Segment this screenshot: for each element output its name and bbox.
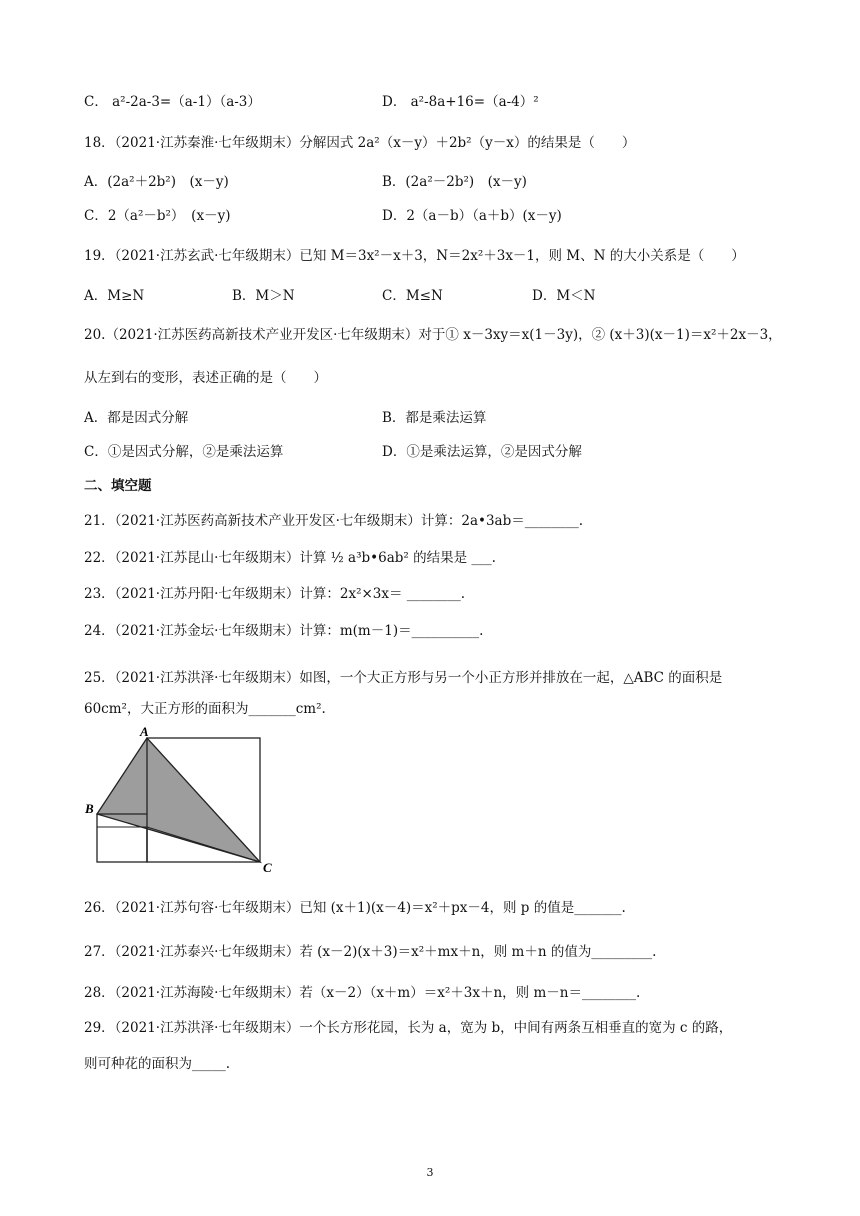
q27: 27．（2021·江苏泰兴·七年级期末）若 (x－2)(x＋3)＝x²＋mx＋n，则 m＋n 的值为_________. [84,944,657,960]
q29-stem-cont: 则可种花的面积为_____. [84,1056,231,1072]
q18-option-d: D．2（a－b）（a＋b）(x－y) [382,208,562,224]
q20-option-d: D．①是乘法运算，②是因式分解 [382,444,582,460]
q20-option-c: C．①是因式分解，②是乘法运算 [84,444,284,460]
q29-stem: 29．（2021·江苏洪泽·七年级期末）一个长方形花园，长为 a，宽为 b，中间有两条互相垂直的宽为 c 的路， [84,1020,733,1036]
q25-stem: 25．（2021·江苏洪泽·七年级期末）如图，一个大正方形与另一个小正方形并排放在一起，△ABC 的面积是 [84,670,723,686]
q17-option-d: D． a²-8a+16=（a-4）² [382,94,539,110]
q19-option-c: C．M≤N [382,288,443,304]
q19-option-a: A．M≥N [84,288,145,304]
q18-option-c: C．2（a²－b²） (x－y) [84,208,231,224]
squares-triangle-figure [80,724,280,876]
section-heading: 二、填空题 [84,478,152,494]
q24: 24．（2021·江苏金坛·七年级期末）计算：m(m－1)＝__________. [84,623,484,639]
q28: 28．（2021·江苏海陵·七年级期末）若（x－2）（x＋m）＝x²＋3x＋n，则 m－n＝________. [84,985,641,1001]
q18-stem: 18．（2021·江苏秦淮·七年级期末）分解因式 2a²（x－y）＋2b²（y－x）的结果是（ ） [84,135,636,151]
q18-option-b: B．(2a²－2b²) (x－y) [382,174,527,190]
label-b: B [85,801,94,816]
q20-stem: 20.（2021·江苏医药高新技术产业开发区·七年级期末）对于① x－3xy＝x(1－3y)，② (x＋3)(x－1)＝x²＋2x－3， [84,327,782,343]
q20-option-b: B．都是乘法运算 [382,410,487,426]
q18-option-a: A．(2a²＋2b²) (x－y) [84,174,229,190]
q20-stem-cont: 从左到右的变形，表述正确的是（ ） [84,370,327,386]
label-a: A [140,724,149,739]
q19-option-d: D．M＜N [532,288,596,304]
q26: 26．（2021·江苏句容·七年级期末）已知 (x＋1)(x－4)＝x²＋px－4，则 p 的值是_______. [84,900,626,916]
triangle-abc [97,738,260,862]
q22: 22．（2021·江苏昆山·七年级期末）计算 ½ a³b•6ab² 的结果是 ___. [84,550,496,566]
q20-option-a: A．都是因式分解 [84,410,189,426]
q17-option-c: C． a²-2a-3=（a-1）（a-3） [84,94,261,110]
q19-option-b: B．M＞N [232,288,295,304]
q25-stem-cont: 60cm²，大正方形的面积为_______cm². [84,701,326,717]
q23: 23．（2021·江苏丹阳·七年级期末）计算：2x²×3x＝ ________. [84,586,466,602]
q19-stem: 19．（2021·江苏玄武·七年级期末）已知 M＝3x²－x＋3，N＝2x²＋3x－1，则 M、N 的大小关系是（ ） [84,248,745,264]
page-number: 3 [426,1166,434,1179]
q21: 21．（2021·江苏医药高新技术产业开发区·七年级期末）计算：2a•3ab＝________. [84,513,584,529]
label-c: C [263,860,272,875]
